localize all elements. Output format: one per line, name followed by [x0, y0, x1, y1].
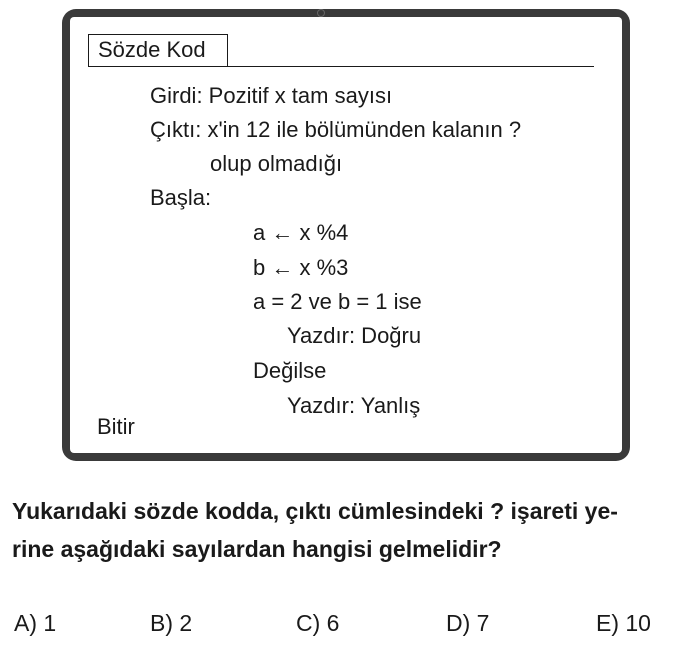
question-text-line-2: rine aşağıdaki sayılardan hangisi gelmelidir?: [12, 536, 502, 562]
option-a[interactable]: A) 1: [14, 610, 57, 636]
code-line-output-continued: olup olmadığı: [210, 151, 343, 176]
code-line-print-true: Yazdır: Doğru: [287, 323, 422, 348]
code-line-input: Girdi: Pozitif x tam sayısı: [150, 83, 393, 108]
option-c[interactable]: C) 6: [296, 610, 340, 636]
option-e[interactable]: E) 10: [596, 610, 651, 636]
code-line-end: Bitir: [97, 414, 135, 439]
question-text-line-1: Yukarıdaki sözde kodda, çıktı cümlesindeki ? işareti ye-: [12, 498, 618, 524]
code-line-start: Başla:: [150, 185, 212, 210]
option-d[interactable]: D) 7: [446, 610, 490, 636]
code-line-assign-a: a ← x %4: [253, 220, 349, 245]
camera-icon: [317, 9, 325, 17]
code-line-else: Değilse: [253, 358, 327, 383]
code-line-print-false: Yazdır: Yanlış: [287, 393, 421, 418]
pseudocode-title: Sözde Kod: [88, 34, 228, 67]
title-divider: [228, 66, 594, 67]
code-line-assign-b: b ← x %3: [253, 255, 349, 280]
code-line-condition: a = 2 ve b = 1 ise: [253, 289, 422, 314]
code-line-output: Çıktı: x'in 12 ile bölümünden kalanın ?: [150, 117, 522, 142]
option-b[interactable]: B) 2: [150, 610, 193, 636]
